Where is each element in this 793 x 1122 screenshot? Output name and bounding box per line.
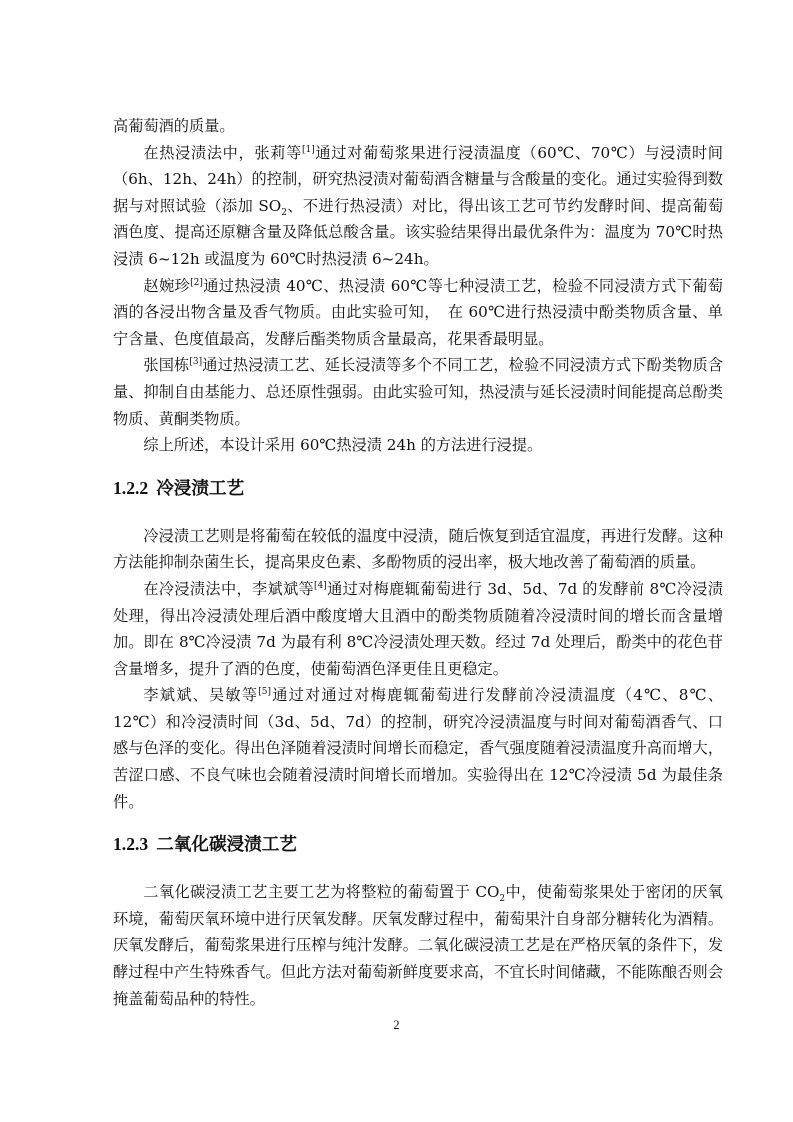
paragraph-cold-maceration-libinbin-wumin: 李斌斌、吴敏等[5]通过对通过对梅鹿辄葡萄进行发酵前冷浸渍温度（4℃、8℃、12℃）和冷浸渍时间（3d、5d、7d）的控制，研究冷浸渍温度与时间对葡萄酒香气、口感与色泽的变化。得出色泽随着浸渍时间增长而稳定，香气强度随着浸渍温度升高而增大，苦涩口感、不良气味也会随着浸渍时间增长而增加。实验得出在 12℃冷浸渍 5d 为最佳条件。 bbox=[113, 686, 723, 811]
section-number: 1.2.3 bbox=[113, 834, 149, 855]
citation-ref-2: [2] bbox=[190, 277, 203, 288]
section-heading-1-2-2 bbox=[113, 476, 723, 501]
citation-ref-3: [3] bbox=[189, 357, 203, 368]
section-heading-1-2-3 bbox=[113, 832, 723, 857]
paragraph-cold-maceration-intro: 冷浸渍工艺则是将葡萄在较低的温度中浸渍，随后恢复到适宜温度，再进行发酵。这种方法能抑制杂菌生长，提高果皮色素、多酚物质的浸出率，极大地改善了葡萄酒的质量。 bbox=[113, 526, 723, 572]
paragraph-hot-maceration-zhangguodong: 张国栋[3]通过热浸渍工艺、延长浸渍等多个不同工艺，检验不同浸渍方式下酚类物质含量、抑制自由基能力、总还原性强弱。由此实验可知，热浸渍与延长浸渍时间能提高总酚类物质、黄酮类物质。 bbox=[113, 356, 724, 428]
paragraph-hot-maceration-summary: 综上所述，本设计采用 60℃热浸渍 24h 的方法进行浸提。 bbox=[143, 436, 543, 455]
citation-ref-4: [4] bbox=[314, 580, 327, 591]
paragraph-intro-end: 高葡萄酒的质量。 bbox=[113, 117, 235, 135]
citation-ref-1: [1] bbox=[301, 144, 315, 155]
page-body bbox=[113, 113, 723, 1012]
paragraph-cold-maceration-libinbin: 在冷浸渍法中，李斌斌等[4]通过对梅鹿辄葡萄进行 3d、5d、7d 的发酵前 8℃冷浸渍处理，得出冷浸渍处理后酒中酸度增大且酒中的酚类物质随着冷浸渍时间的增长而含量增加。即在 8℃冷浸渍 7d 为最有利 8℃冷浸渍处理天数。经过 7d 处理后，酚类中的花色苷含量增多，提升了酒的色度，使葡萄酒色泽更佳且更稳定。 bbox=[113, 579, 724, 678]
paragraph-hot-maceration-zhangli: 在热浸渍法中，张莉等[1]通过对葡萄浆果进行浸渍温度（60℃、70℃）与浸渍时间（6h、12h、24h）的控制，研究热浸渍对葡萄酒含糖量与含酸量的变化。通过实验得到数据与对照试验（添加 $SO_2$、不进行热浸渍）对比，得出该工艺可节约发酵时间、提高葡萄酒色度、提高还原糖含量及降低总酸含量。该实验结果得出最优条件为：温度为 70℃时热浸渍 6~12h 或温度为 60℃时热浸渍 6~24h。 bbox=[113, 143, 724, 268]
paragraph-hot-maceration-zhaowanzhen: 赵婉珍[2]通过热浸渍 40℃、热浸渍 60℃等七种浸渍工艺，检验不同浸渍方式下葡萄酒的各浸出物含量及香气物质。由此实验可知， 在 60℃进行热浸渍中酚类物质含量、单宁含量、色度值最高，发酵后酯类物质含量最高，花果香最明显。 bbox=[113, 276, 723, 348]
citation-ref-5: [5] bbox=[258, 687, 271, 698]
section-number: 1.2.2 bbox=[113, 477, 149, 498]
section-title: 二氧化碳浸渍工艺 bbox=[156, 835, 297, 856]
section-title: 冷浸渍工艺 bbox=[156, 478, 245, 499]
page-number: 2 bbox=[393, 1018, 400, 1032]
paragraph-co2-maceration: 二氧化碳浸渍工艺主要工艺为将整粒的葡萄置于 $CO_2$中，使葡萄浆果处于密闭的厌氧环境，葡萄厌氧环境中进行厌氧发酵。厌氧发酵过程中，葡萄果汁自身部分糖转化为酒精。厌氧发酵后，葡萄浆果进行压榨与纯汁发酵。二氧化碳浸渍工艺是在严格厌氧的条件下，发酵过程中产生特殊香气。但此方法对葡萄新鲜度要求高，不宜长时间储藏，不能陈酿否则会掩盖葡萄品种的特性。 bbox=[113, 883, 723, 1008]
